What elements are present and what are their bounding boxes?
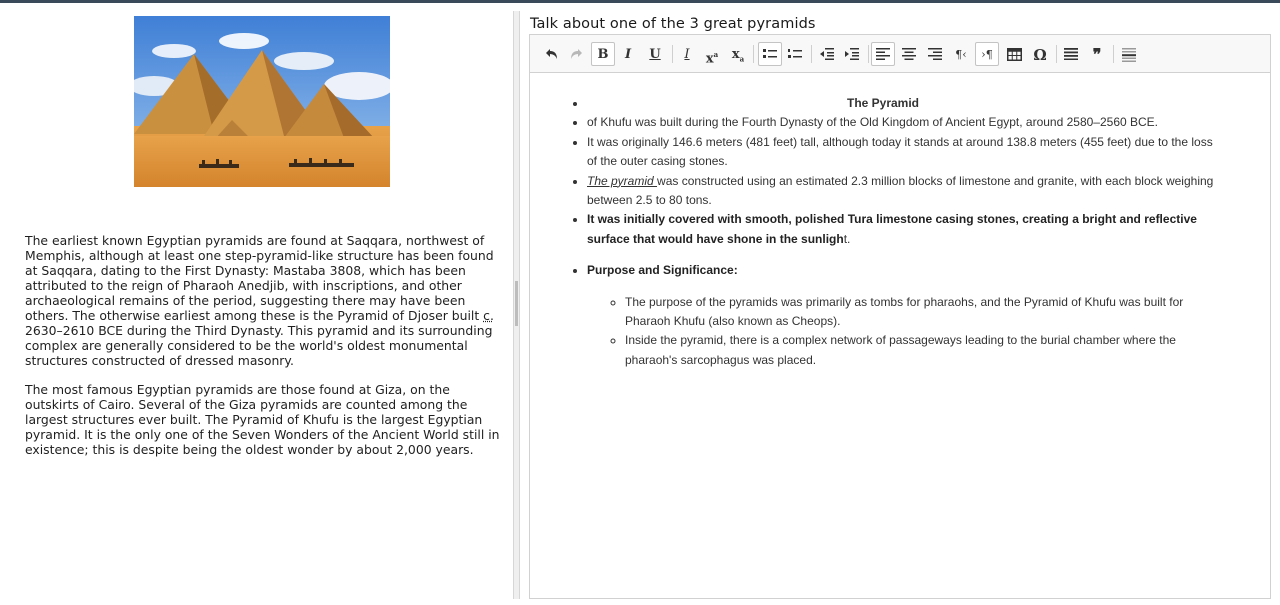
undo-icon[interactable] xyxy=(540,42,564,66)
toolbar-separator xyxy=(1113,45,1114,63)
table-icon[interactable] xyxy=(1002,42,1026,66)
text-direction-ltr-icon[interactable]: ¶‹ xyxy=(955,48,967,61)
sub-bullet-list xyxy=(625,293,1185,371)
decrease-indent-icon[interactable] xyxy=(815,42,839,66)
list-item: • It was originally 146.6 meters (481 feet) tall, although today it stands at around 138.8 meters (455 feet) due to the loss of the outer casing stones. xyxy=(587,133,1217,172)
paragraph-text: The earliest known Egyptian pyramids are found at Saqqara, northwest of Memphis, although at least one step-pyramid-like structure has been found at Saqqara, dating to the First Dynasty: Mastaba 3808, which has been attributed to the reign of Pharaoh Anedjib, with inscriptions, and other archaeological remains of the period, suggesting there may have been others. The otherwise earliest among these is the Pyramid of Djoser built xyxy=(25,233,494,323)
rich-text-editor[interactable] xyxy=(529,34,1271,599)
toolbar-separator xyxy=(672,45,673,63)
bulleted-list-icon[interactable] xyxy=(758,42,782,66)
subscript-button[interactable] xyxy=(726,42,750,66)
sub-list-item: ◦ The purpose of the pyramids was primarily as tombs for pharaohs, and the Pyramid of Khufu was built for Pharaoh Khufu (also known as Cheops). xyxy=(625,293,1185,332)
list-item xyxy=(587,210,1217,249)
list-item-text: t. xyxy=(843,231,851,246)
editor-toolbar xyxy=(530,35,1270,73)
align-right-icon[interactable] xyxy=(923,42,947,66)
paragraph-text: 2630–2610 BCE during the Third Dynasty. This pyramid and its surrounding complex are generally considered to be the world's oldest monumental structures constructed of dressed masonry. xyxy=(25,323,493,368)
superscript-button[interactable] xyxy=(700,42,724,66)
toolbar-separator xyxy=(868,45,869,63)
toolbar-separator xyxy=(753,45,754,63)
content-title: • The Pyramid xyxy=(846,96,920,110)
subscript-mark: a xyxy=(739,54,745,64)
underline-button[interactable]: U xyxy=(649,47,661,62)
horizontal-rule-icon[interactable] xyxy=(1117,42,1141,66)
list-item xyxy=(587,94,1217,113)
toolbar-separator xyxy=(1056,45,1057,63)
splitter-grip[interactable] xyxy=(515,281,518,326)
subscript-label: x xyxy=(731,47,740,62)
paragraph-saqqara xyxy=(25,233,503,368)
special-character-button[interactable]: Ω xyxy=(1033,46,1047,64)
bullet-list xyxy=(587,94,1217,370)
redo-icon[interactable] xyxy=(564,42,588,66)
superscript-mark: a xyxy=(713,50,719,59)
align-center-icon[interactable] xyxy=(897,42,921,66)
bold-button[interactable]: B xyxy=(591,42,615,66)
blockquote-button[interactable]: ❞ xyxy=(1092,45,1102,64)
list-item xyxy=(587,172,1217,211)
increase-indent-icon[interactable] xyxy=(840,42,864,66)
paragraph-giza: The most famous Egyptian pyramids are those found at Giza, on the outskirts of Cairo. Several of the Giza pyramids are counted among the largest structures ever built. The Pyramid of Khufu is the largest Egyptian pyramid. It is the only one of the Seven Wonders of the Ancient World still in existence; this is despite being the oldest wonder by about 2,000 years. xyxy=(25,382,500,457)
reference-pane xyxy=(0,3,512,605)
pane-splitter[interactable] xyxy=(513,11,520,599)
italic-button[interactable]: I xyxy=(624,47,632,62)
text-direction-rtl-icon[interactable]: ›¶ xyxy=(975,42,999,66)
pyramid-link[interactable]: The pyramid xyxy=(587,173,658,188)
circa-abbreviation[interactable]: c. xyxy=(483,308,494,323)
sub-list-item: ◦ Inside the pyramid, there is a complex network of passageways leading to the burial chamber where the pharaoh's sarcophagus was placed. xyxy=(625,331,1185,370)
list-item-bold-text: It was initially covered with smooth, polished Tura limestone casing stones, creating a bright and reflective surface that would have shone in the sunligh xyxy=(587,212,1197,246)
remove-format-button[interactable]: I xyxy=(684,47,690,62)
list-item xyxy=(587,261,1217,370)
justify-icon[interactable] xyxy=(1059,42,1083,66)
question-title: Talk about one of the 3 great pyramids xyxy=(530,16,816,32)
list-item-text: was constructed using an estimated 2.3 million blocks of limestone and granite, with each block weighing between 2.5 to 80 tons. xyxy=(587,173,1214,208)
section-heading: Purpose and Significance: xyxy=(587,263,738,278)
list-item: • of Khufu was built during the Fourth Dynasty of the Old Kingdom of Ancient Egypt, around 2580–2560 BCE. xyxy=(587,113,1217,132)
toolbar-separator xyxy=(811,45,812,63)
numbered-list-icon[interactable] xyxy=(783,42,807,66)
align-left-icon[interactable] xyxy=(871,42,895,66)
superscript-label: x xyxy=(705,51,714,67)
pyramids-photo xyxy=(134,16,390,187)
